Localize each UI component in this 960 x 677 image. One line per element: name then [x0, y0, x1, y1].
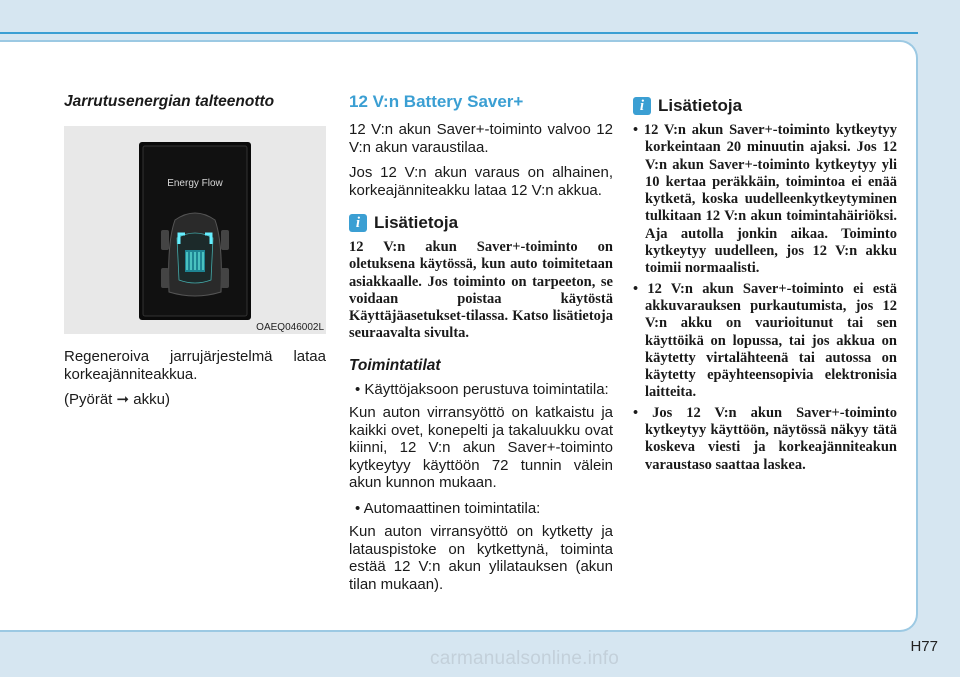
info-title: Lisätietoja: [374, 213, 459, 232]
info-heading: [633, 96, 897, 116]
header-rule: [0, 32, 918, 34]
list-item: • 12 V:n akun Saver+-toiminto ei estä akkuvarauksen purkautumista, jos 12 V:n akku on vaurioitunut tai sen käyttöikä on lopussa, tai jos akkua on käytetty virtalähteenä tai autossa on käytetty epäyhteensopivia elektronisia laitteita.: [633, 280, 897, 401]
direction-from: (Pyörät: [64, 391, 113, 408]
paragraph: Kun auton virransyöttö on kytketty ja latauspistoke on kytkettynä, toiminta estää 12 V:n akun ylilatauksen (akun tilan mukaan).: [349, 523, 613, 593]
paragraph-direction: [64, 391, 326, 409]
list-item: • 12 V:n akun Saver+-toiminto kytkeytyy korkeintaan 20 minuutin ajaksi. Jos 12 V:n akun Saver+-toiminto kytkeytyy yli 10 kertaa peräkkäin, toimintoa ei enää kytketä, koska uudelleenkytkeytyminen tulkitaan 12 V:n akun toimintahäiriöksi. Aja autolla jonkin aikaa. Toiminto kytkeytyy uudelleen, jos 12 V:n akku toimii normaalisti.: [633, 122, 897, 277]
display-screen: [139, 142, 251, 320]
section-heading: Jarrutusenergian talteenotto: [64, 93, 275, 110]
paragraph: Regeneroiva jarrujärjestelmä lataa korkeajänniteakkua.: [64, 348, 326, 383]
subsection-heading: Toimintatilat: [349, 356, 441, 374]
energy-flow-illustration: [139, 142, 251, 320]
figure-label: OAEQ046002L: [256, 322, 324, 333]
column-info: [633, 92, 897, 477]
info-heading: [349, 213, 613, 233]
energy-flow-figure: [64, 126, 326, 334]
paragraph: Kun auton virransyöttö on katkaistu ja kaikki ovet, konepelti ja takaluukku ovat kiinni, 12 V:n akun Saver+-toiminto kytkeytyy käyttöön 72 tunnin välein akun kunnon mukaan.: [349, 404, 613, 492]
column-regeneration: [64, 92, 326, 417]
info-text: 12 V:n akun Saver+-toiminto on oletuksena käytössä, kun auto toimitetaan asiakkaalle. Jos toiminto on tarpeeton, se voidaan poistaa käytöstä Käyttäjäasetukset-tilassa. Katso lisätietoja seuraavalta sivulta.: [349, 239, 613, 342]
column-battery-saver: [349, 92, 613, 601]
list-item: • Automaattinen toimintatila:: [355, 499, 541, 517]
watermark: carmanualsonline.info: [430, 648, 620, 669]
info-icon: i: [349, 214, 367, 232]
direction-to: akku): [133, 391, 170, 408]
paragraph: Jos 12 V:n akun varaus on alhainen, korkeajänniteakku lataa 12 V:n akkua.: [349, 164, 613, 199]
info-title: Lisätietoja: [658, 96, 743, 115]
list-item: • Jos 12 V:n akun Saver+-toiminto kytkeytyy käyttöön, näytössä näkyy tätä koskeva viesti ja korkeajänniteakun varaustaso saattaa laskea.: [633, 404, 897, 473]
list-item: • Käyttöjaksoon perustuva toimintatila:: [355, 380, 609, 398]
arrow-right-icon: ➞: [116, 391, 130, 408]
section-heading: 12 V:n Battery Saver+: [349, 92, 524, 111]
page-number: H77: [910, 638, 938, 655]
paragraph: 12 V:n akun Saver+-toiminto valvoo 12 V:n akun varaustilaa.: [349, 121, 613, 156]
screen-title: Energy Flow: [167, 178, 223, 189]
info-icon: i: [633, 97, 651, 115]
